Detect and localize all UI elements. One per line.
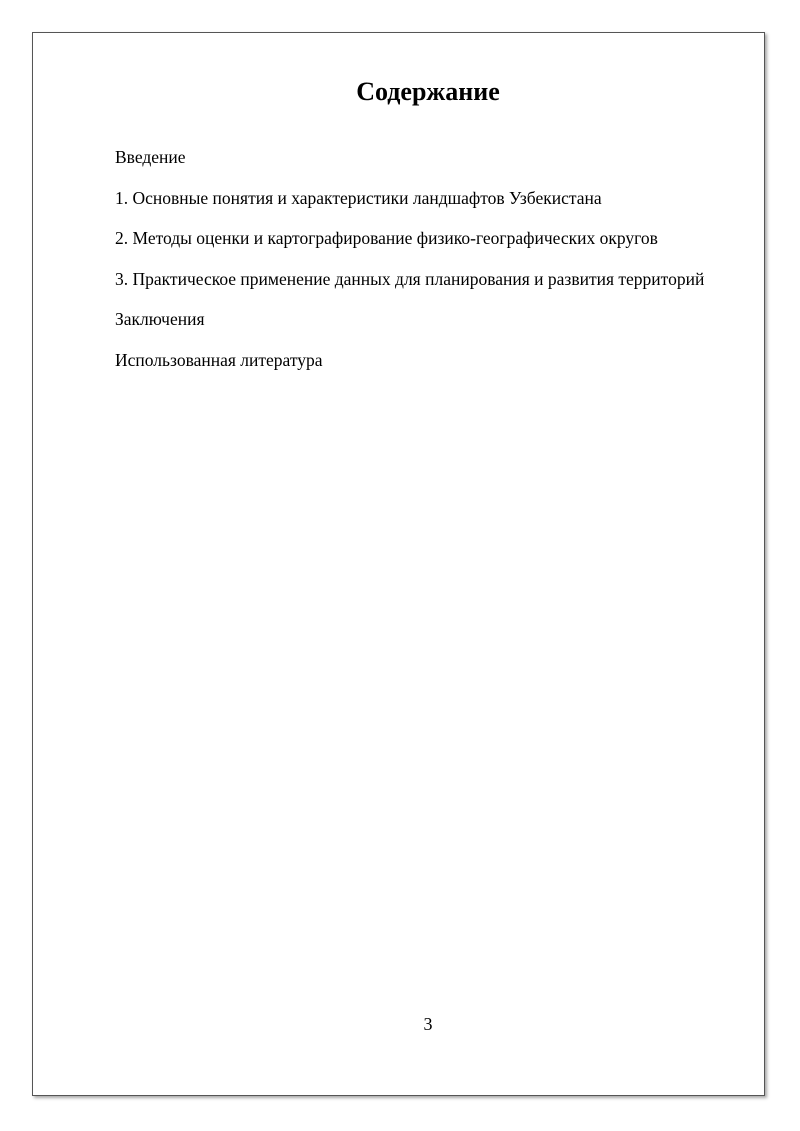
page-number: 3 [423,1014,433,1034]
toc-item-references: Использованная литература [115,349,323,370]
toc-item-chapter-1: 1. Основные понятия и характеристики ландшафтов Узбекистана [115,187,602,208]
toc-item-conclusions: Заключения [115,309,205,329]
toc-item-chapter-2: 2. Методы оценки и картографирование физико-географических округов [115,228,658,248]
page-title: Содержание [356,77,500,106]
toc-item-chapter-3: 3. Практическое применение данных для планирования и развития территорий [115,268,705,289]
table-of-contents [115,146,704,389]
toc-item-introduction: Введение [115,147,186,167]
